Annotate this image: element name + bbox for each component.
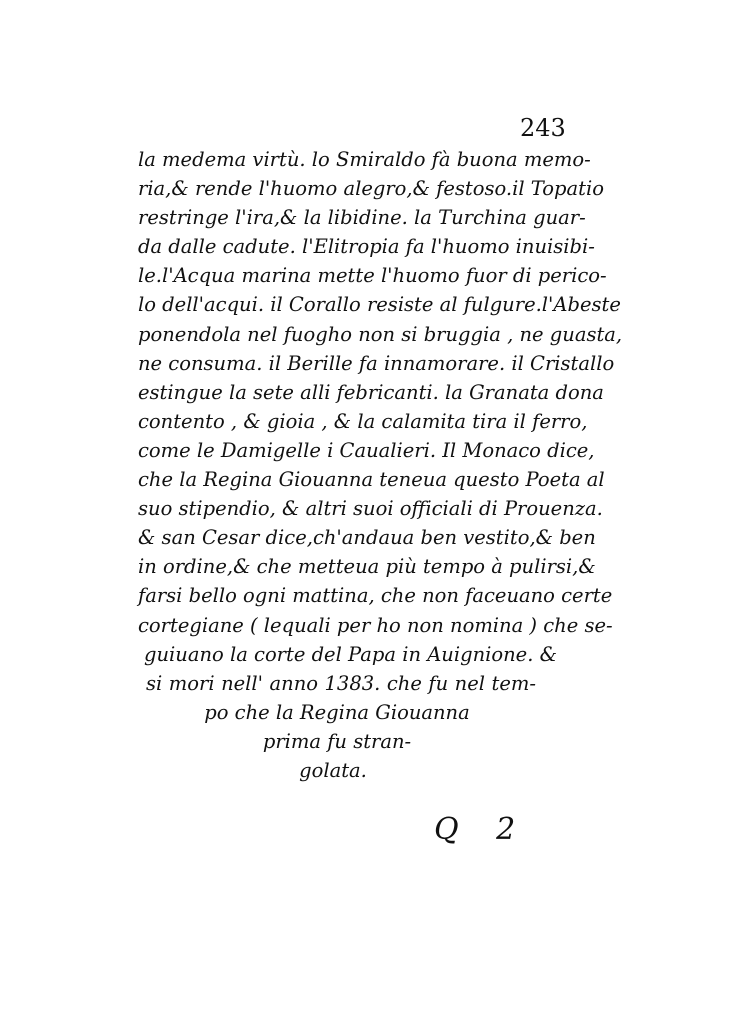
text-line: ria,& rende l'huomo alegro,& festoso.il Topatio [138,177,604,201]
text-line: ponendola nel fuogho non si bruggia , ne guasta, [138,322,623,346]
text-line: come le Damigelle i Caualieri. Il Monaco dice, [138,438,595,462]
text-line: lo dell'acqui. il Corallo resiste al fulgure.l'Abeste [138,293,621,317]
text-line: & san Cesar dice,ch'andaua ben vestito,& ben [138,526,596,550]
text-line: cortegiane ( lequali per ho non nomina ) che se- [138,613,613,637]
text-line: si mori nell' anno 1383. che fu nel tem- [146,671,536,695]
text-line: farsi bello ogni mattina, che non faceuano certe [138,584,613,608]
text-line: guiuano la corte del Papa in Auignione. & [144,642,557,666]
text-line: la medema virtù. lo Smiraldo fà buona memo- [138,148,591,171]
text-line: estingue la sete alli febricanti. la Granata dona [138,380,604,404]
text-line: che la Regina Giouanna teneua questo Poeta al [138,468,605,492]
text-line: le.l'Acqua marina mette l'huomo fuor di perico- [138,264,607,288]
text-line: da dalle cadute. l'Elitropia fa l'huomo inuisibi- [138,235,595,259]
text-line: contento , & gioia , & la calamita tira il ferro, [138,409,588,433]
text-line: suo stipendio, & altri suoi officiali di Prouenza. [138,497,603,521]
text-line: restringe l'ira,& la libidine. la Turchina guar- [138,206,586,230]
text-line: in ordine,& che metteua più tempo à pulirsi,& [138,555,596,579]
text-block [138,145,623,785]
text-line: golata. [299,758,367,782]
text-line: po che la Regina Giouanna [204,700,470,724]
text-line: ne consuma. il Berille fa innamorare. il Cristallo [138,351,615,375]
text-line: prima fu stran- [262,729,412,753]
page-number: 243 [520,114,566,142]
signature-mark: Q 2 [434,812,530,847]
